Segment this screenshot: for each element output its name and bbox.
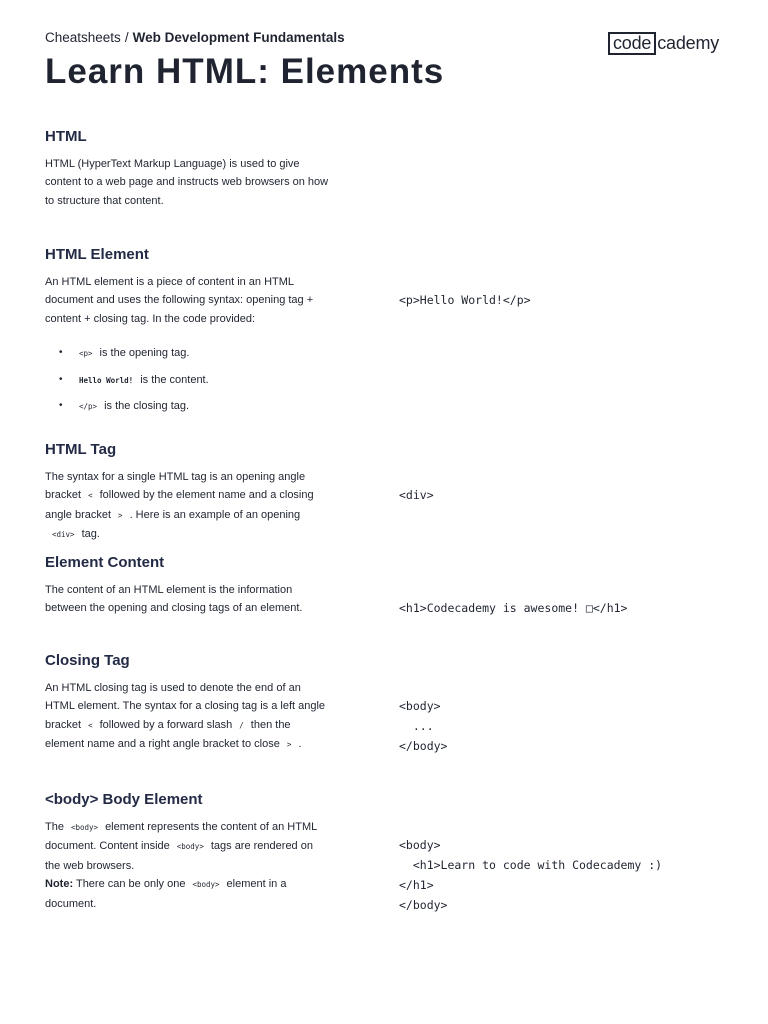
text-fragment: The syntax for a single HTML tag is an opening angle bracket <box>45 471 306 502</box>
text-fragment: element represents the content of an HTML document. Content inside <box>45 821 317 853</box>
text-fragment: element in a document. <box>45 878 287 910</box>
code-example-html-tag: <div> <box>399 488 434 502</box>
section-heading-html-tag: HTML Tag <box>45 441 117 458</box>
bullet-text: is the content. <box>140 373 209 386</box>
section-text-closing-tag <box>45 679 330 755</box>
text-fragment: tag. <box>81 528 100 541</box>
text-fragment: An HTML closing tag is used to denote the end of an HTML element. The syntax for a closing tag is a left angle bracket <box>45 682 326 731</box>
element-bullet-list <box>45 346 345 426</box>
inline-code: <div> <box>52 530 75 540</box>
text-fragment: . Here is an example of an opening <box>129 508 301 521</box>
breadcrumb-root-link[interactable]: Cheatsheets <box>45 30 121 45</box>
code-example-element-content: <h1>Codecademy is awesome! □</h1> <box>399 601 628 615</box>
list-item <box>45 399 345 426</box>
text-fragment: There can be only one <box>75 878 186 891</box>
inline-code: <body> <box>176 842 204 852</box>
inline-code: < <box>88 720 93 730</box>
inline-code: < <box>88 491 93 501</box>
code-example-body-element: <body> <h1>Learn to code with Codecademy :) </h1> </body> <box>399 838 663 912</box>
list-item <box>45 373 345 400</box>
inline-code: > <box>286 740 292 750</box>
logo-rest-text: cademy <box>657 32 720 53</box>
section-text-element-content: The content of an HTML element is the information between the opening and closing tags of an element. <box>45 584 303 615</box>
section-text-html-element: An HTML element is a piece of content in an HTML document and uses the following syntax: opening tag + content + closing tag. In the code provided: <box>45 276 314 325</box>
section-text-html: HTML (HyperText Markup Language) is used to give content to a web page and instructs web browsers on how to structure that content. <box>45 158 329 207</box>
inline-code: <body> <box>192 880 220 890</box>
section-heading-body-element: <body> Body Element <box>45 791 203 808</box>
code-example-closing-tag: <body> ... </body> <box>399 699 448 753</box>
inline-code: </p> <box>79 402 98 411</box>
inline-code: <p> <box>79 349 93 358</box>
text-fragment: followed by the element name and a closing angle bracket <box>45 489 314 521</box>
text-fragment: then the element name and a right angle bracket to close <box>45 718 291 751</box>
inline-code: > <box>118 510 123 520</box>
list-item <box>45 346 345 373</box>
inline-code: Hello World! <box>79 375 134 385</box>
section-heading-html-element: HTML Element <box>45 246 149 263</box>
inline-code: <body> <box>70 823 99 832</box>
bullet-text: is the opening tag. <box>99 347 190 359</box>
breadcrumb-separator: / <box>124 30 129 45</box>
inline-code: / <box>239 720 244 730</box>
section-heading-html: HTML <box>45 128 87 145</box>
codecademy-logo[interactable] <box>608 31 719 55</box>
bullet-text: is the closing tag. <box>104 400 190 412</box>
section-text-body-element <box>45 818 330 913</box>
note-label: Note: <box>45 878 74 891</box>
bullet-dot: • <box>59 373 63 385</box>
bullet-dot: • <box>59 400 63 411</box>
section-heading-closing-tag: Closing Tag <box>45 652 130 669</box>
page-title: Learn HTML: Elements <box>45 52 445 91</box>
text-fragment: The <box>45 821 64 833</box>
text-fragment: followed by a forward slash <box>99 718 233 731</box>
logo-boxed-text: code <box>608 32 656 55</box>
code-example-html-element: <p>Hello World!</p> <box>399 293 531 307</box>
breadcrumb-current[interactable]: Web Development Fundamentals <box>132 30 345 45</box>
section-heading-element-content: Element Content <box>45 554 165 571</box>
breadcrumb <box>45 30 345 45</box>
bullet-dot: • <box>59 347 63 358</box>
text-fragment: . <box>298 738 302 751</box>
text-fragment: tags are rendered on the web browsers. <box>45 840 313 872</box>
section-text-html-tag <box>45 468 330 545</box>
